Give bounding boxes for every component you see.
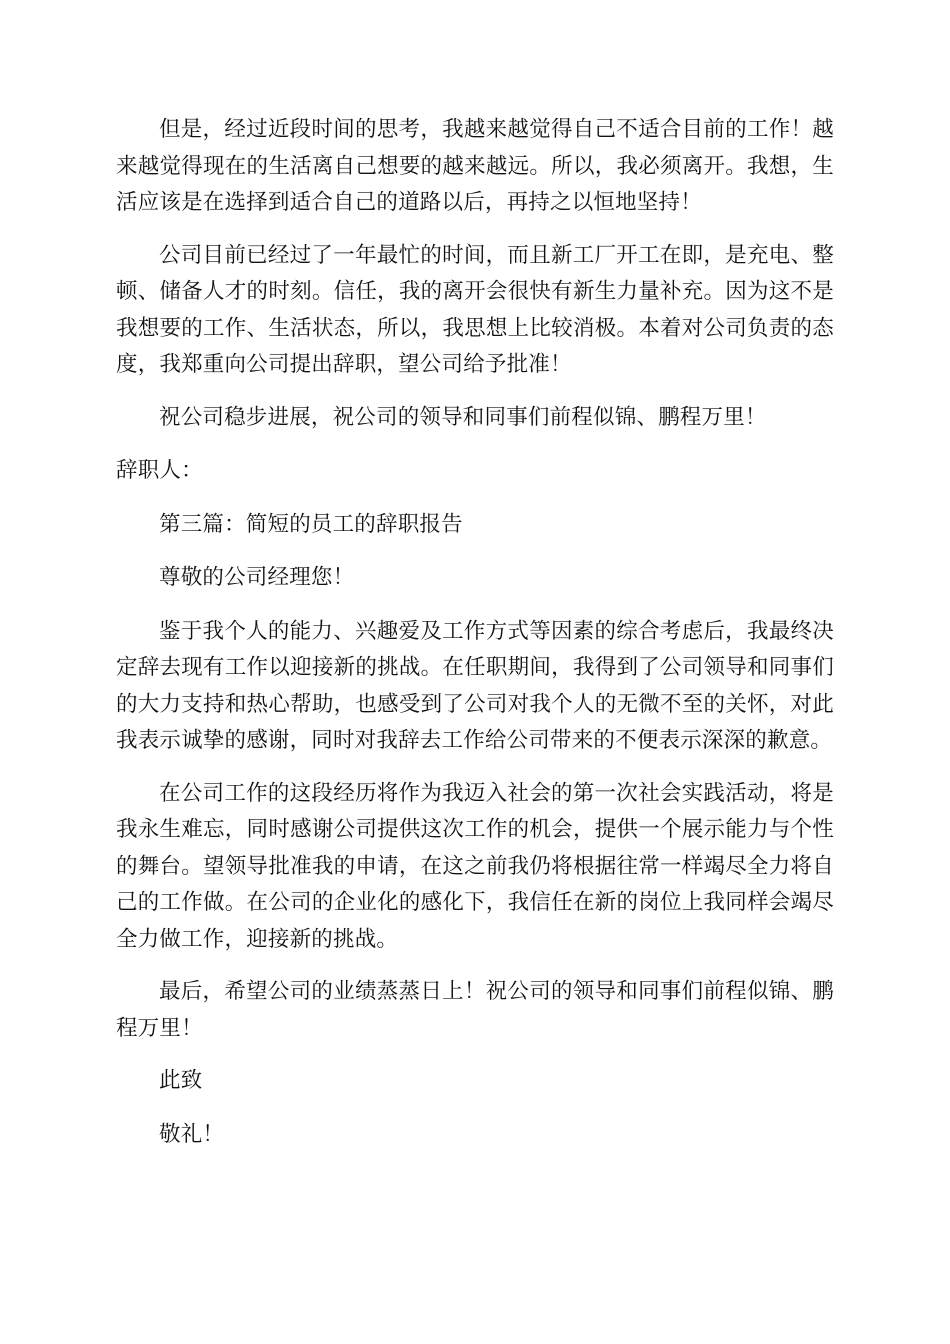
closing-ci-zhi: 此致 xyxy=(159,1068,203,1093)
salutation: 尊敬的公司经理您！ xyxy=(159,565,355,590)
closing-jing-li: 敬礼！ xyxy=(159,1121,225,1147)
section-heading: 第三篇：简短的员工的辞职报告 xyxy=(159,511,463,537)
paragraph-company-status: 公司目前已经过了一年最忙的时间，而且新工厂开工在即，是充电、整顿、储备人才的时刻。信任，我的离开会很快有新生力量补充。因为这不是我想要的工作、生活状态，所以，我思想上比较消极。本着对公司负责的态度，我郑重向公司提出辞职，望公司给予批准！ xyxy=(116,242,834,377)
paragraph-experience: 在公司工作的这段经历将作为我迈入社会的第一次社会实践活动，将是我永生难忘，同时感谢公司提供这次工作的机会，提供一个展示能力与个性的舞台。望领导批准我的申请，在这之前我仍将根据往常一样竭尽全力将自己的工作做。在公司的企业化的感化下，我信任在新的岗位上我同样会竭尽全力做工作，迎接新的挑战。 xyxy=(116,780,834,952)
paragraph-decision: 鉴于我个人的能力、兴趣爱及工作方式等因素的综合考虑后，我最终决定辞去现有工作以迎接新的挑战。在任职期间，我得到了公司领导和同事们的大力支持和热心帮助，也感受到了公司对我个人的无微不至的关怀，对此我表示诚挚的感谢，同时对我辞去工作给公司带来的不便表示深深的歉意。 xyxy=(116,618,834,753)
paragraph-reason: 但是，经过近段时间的思考，我越来越觉得自己不适合目前的工作！越来越觉得现在的生活离自己想要的越来越远。所以，我必须离开。我想，生活应该是在选择到适合自己的道路以后，再持之以恒地坚持！ xyxy=(116,117,834,215)
paragraph-wishes: 祝公司稳步进展，祝公司的领导和同事们前程似锦、鹏程万里！ xyxy=(159,404,767,430)
resigner-label: 辞职人： xyxy=(116,458,203,483)
document-body xyxy=(116,112,834,1170)
paragraph-closing-wishes: 最后，希望公司的业绩蒸蒸日上！祝公司的领导和同事们前程似锦、鹏程万里！ xyxy=(116,979,834,1041)
